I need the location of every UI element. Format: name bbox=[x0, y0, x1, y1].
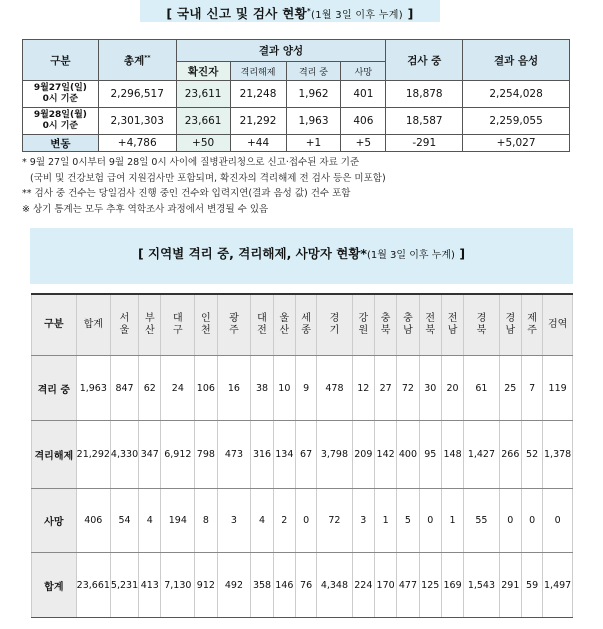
footnote: ** 검사 중 건수는 당일검사 진행 중인 건수와 입력지연(결과 음성 값) 건수 포함 bbox=[22, 188, 351, 199]
national-title-text: [ 국내 신고 및 검사 현황 bbox=[166, 6, 308, 22]
table-row bbox=[32, 421, 573, 489]
region-label: 경북 bbox=[476, 313, 487, 336]
cell-대전: 4 bbox=[251, 489, 273, 553]
cell-인천: 912 bbox=[195, 553, 217, 618]
cell-세종: 0 bbox=[295, 489, 316, 553]
row-date: 9월28일(월) bbox=[33, 110, 87, 120]
change-confirmed: +50 bbox=[176, 135, 230, 152]
region-label: 서울 bbox=[119, 313, 130, 336]
cell-부산: 347 bbox=[139, 421, 161, 489]
cell-전남: 1 bbox=[441, 489, 463, 553]
cell-광주: 16 bbox=[217, 356, 251, 421]
header-isolating: 격리 중 bbox=[286, 62, 341, 81]
change-isolating: +1 bbox=[286, 135, 341, 152]
header-region-경북 bbox=[464, 294, 499, 356]
region-label: 강원 bbox=[358, 313, 369, 336]
cell-강원: 3 bbox=[352, 489, 374, 553]
cell-부산: 62 bbox=[139, 356, 161, 421]
cell-제주: 59 bbox=[521, 553, 542, 618]
cell-confirmed: 23,661 bbox=[176, 108, 230, 135]
cell-quarantine: 1,378 bbox=[543, 421, 573, 489]
change-testing: -291 bbox=[386, 135, 463, 152]
cell-testing: 18,878 bbox=[386, 81, 463, 108]
header-region-서울 bbox=[110, 294, 138, 356]
cell-deaths: 401 bbox=[341, 81, 386, 108]
region-label: 전남 bbox=[447, 313, 458, 336]
header-deaths: 사망 bbox=[341, 62, 386, 81]
header-region-제주 bbox=[521, 294, 542, 356]
cell-경북: 1,543 bbox=[464, 553, 499, 618]
cell-울산: 134 bbox=[273, 421, 295, 489]
row-time: 0시 기준 bbox=[42, 94, 79, 104]
region-label: 경남 bbox=[505, 313, 516, 336]
cell-released: 21,292 bbox=[230, 108, 286, 135]
cell-quarantine: 1,497 bbox=[543, 553, 573, 618]
cell-deaths: 406 bbox=[341, 108, 386, 135]
cell-전북: 125 bbox=[419, 553, 441, 618]
cell-경기: 4,348 bbox=[317, 553, 352, 618]
cell-울산: 146 bbox=[273, 553, 295, 618]
cell-제주: 7 bbox=[521, 356, 542, 421]
change-label: 변동 bbox=[23, 135, 99, 152]
cell-경북: 1,427 bbox=[464, 421, 499, 489]
footnotes bbox=[22, 155, 582, 217]
cell-서울: 5,231 bbox=[110, 553, 138, 618]
region-label: 대전 bbox=[257, 313, 267, 336]
cell-total: 406 bbox=[76, 489, 110, 553]
cell-서울: 4,330 bbox=[110, 421, 138, 489]
cell-울산: 10 bbox=[273, 356, 295, 421]
regional-header-row bbox=[32, 294, 573, 356]
change-deaths: +5 bbox=[341, 135, 386, 152]
cell-서울: 54 bbox=[110, 489, 138, 553]
cell-충북: 27 bbox=[374, 356, 396, 421]
header-category: 구분 bbox=[32, 294, 77, 356]
cell-대구: 194 bbox=[161, 489, 195, 553]
header-region-강원 bbox=[352, 294, 374, 356]
cell-전남: 169 bbox=[441, 553, 463, 618]
cell-경남: 0 bbox=[499, 489, 521, 553]
table-row bbox=[32, 356, 573, 421]
region-label: 제주 bbox=[527, 313, 537, 336]
row-date: 9월27일(일) bbox=[33, 83, 87, 93]
cell-충북: 170 bbox=[374, 553, 396, 618]
cell-isolating: 1,963 bbox=[286, 108, 341, 135]
cell-인천: 8 bbox=[195, 489, 217, 553]
row-label: 격리 중 bbox=[32, 356, 77, 421]
national-title-sub: (1월 3일 이후 누계) bbox=[311, 10, 403, 22]
header-region-인천 bbox=[195, 294, 217, 356]
cell-전남: 20 bbox=[441, 356, 463, 421]
region-label: 광주 bbox=[229, 313, 239, 336]
region-label: 대구 bbox=[172, 313, 183, 336]
change-total: +4,786 bbox=[98, 135, 176, 152]
cell-인천: 106 bbox=[195, 356, 217, 421]
cell-confirmed: 23,611 bbox=[176, 81, 230, 108]
cell-세종: 9 bbox=[295, 356, 316, 421]
region-label: 충남 bbox=[403, 313, 413, 336]
header-region-경기 bbox=[317, 294, 352, 356]
cell-서울: 847 bbox=[110, 356, 138, 421]
cell-대전: 358 bbox=[251, 553, 273, 618]
cell-충북: 1 bbox=[374, 489, 396, 553]
table-header-row bbox=[23, 40, 570, 62]
header-total-label: 총계 bbox=[123, 54, 145, 67]
regional-status-banner bbox=[30, 228, 573, 284]
cell-부산: 413 bbox=[139, 553, 161, 618]
region-label: 경기 bbox=[329, 313, 340, 336]
regional-title-text: [ 지역별 격리 중, 격리해제, 사망자 현황* bbox=[137, 246, 367, 261]
cell-quarantine: 0 bbox=[543, 489, 573, 553]
cell-경기: 3,798 bbox=[317, 421, 352, 489]
header-region-울산 bbox=[273, 294, 295, 356]
regional-title-sub: (1월 3일 이후 누계) bbox=[366, 250, 455, 261]
cell-경남: 25 bbox=[499, 356, 521, 421]
row-label: 합계 bbox=[32, 553, 77, 618]
cell-광주: 3 bbox=[217, 489, 251, 553]
cell-total: 1,963 bbox=[76, 356, 110, 421]
cell-경북: 55 bbox=[464, 489, 499, 553]
cell-세종: 67 bbox=[295, 421, 316, 489]
header-region-전남 bbox=[441, 294, 463, 356]
change-released: +44 bbox=[230, 135, 286, 152]
cell-세종: 76 bbox=[295, 553, 316, 618]
header-confirmed: 확진자 bbox=[176, 62, 230, 81]
cell-경남: 266 bbox=[499, 421, 521, 489]
cell-전북: 30 bbox=[419, 356, 441, 421]
table-row bbox=[32, 489, 573, 553]
header-region-부산 bbox=[139, 294, 161, 356]
row-label: 사망 bbox=[32, 489, 77, 553]
cell-total: 21,292 bbox=[76, 421, 110, 489]
regional-status-title bbox=[30, 244, 573, 262]
cell-testing: 18,587 bbox=[386, 108, 463, 135]
cell-대구: 24 bbox=[161, 356, 195, 421]
table-row bbox=[32, 553, 573, 618]
cell-total: 2,296,517 bbox=[98, 81, 176, 108]
change-negative: +5,027 bbox=[463, 135, 570, 152]
region-label: 인천 bbox=[201, 313, 211, 336]
regional-status-table bbox=[31, 293, 573, 618]
header-region-충북 bbox=[374, 294, 396, 356]
regional-title-close: ] bbox=[454, 246, 466, 261]
cell-대구: 6,912 bbox=[161, 421, 195, 489]
cell-충남: 72 bbox=[397, 356, 419, 421]
cell-충남: 5 bbox=[397, 489, 419, 553]
cell-울산: 2 bbox=[273, 489, 295, 553]
cell-quarantine: 119 bbox=[543, 356, 573, 421]
region-label: 충북 bbox=[380, 313, 391, 336]
region-label: 부산 bbox=[144, 313, 155, 336]
row-date-label bbox=[23, 81, 99, 108]
change-row bbox=[23, 135, 570, 152]
national-title-star: * bbox=[307, 7, 311, 15]
cell-경기: 478 bbox=[317, 356, 352, 421]
cell-경남: 291 bbox=[499, 553, 521, 618]
cell-제주: 52 bbox=[521, 421, 542, 489]
region-label: 세종 bbox=[301, 313, 311, 336]
cell-total: 2,301,303 bbox=[98, 108, 176, 135]
cell-부산: 4 bbox=[139, 489, 161, 553]
row-date-label bbox=[23, 108, 99, 135]
header-released: 격리해제 bbox=[230, 62, 286, 81]
cell-광주: 473 bbox=[217, 421, 251, 489]
table-row bbox=[23, 81, 570, 108]
cell-negative: 2,259,055 bbox=[463, 108, 570, 135]
cell-대구: 7,130 bbox=[161, 553, 195, 618]
cell-전남: 148 bbox=[441, 421, 463, 489]
header-testing: 검사 중 bbox=[386, 40, 463, 81]
table-row bbox=[23, 108, 570, 135]
row-time: 0시 기준 bbox=[42, 121, 79, 131]
header-total bbox=[98, 40, 176, 81]
cell-충남: 477 bbox=[397, 553, 419, 618]
header-region-전북 bbox=[419, 294, 441, 356]
header-total: 합계 bbox=[76, 294, 110, 356]
cell-total: 23,661 bbox=[76, 553, 110, 618]
cell-전북: 0 bbox=[419, 489, 441, 553]
header-region-대전 bbox=[251, 294, 273, 356]
cell-negative: 2,254,028 bbox=[463, 81, 570, 108]
footnote: (국비 및 건강보험 급여 지원검사만 포함되며, 확진자의 격리해제 전 검사 등은 미포함) bbox=[30, 172, 386, 184]
cell-강원: 224 bbox=[352, 553, 374, 618]
cell-강원: 209 bbox=[352, 421, 374, 489]
footnote: ※ 상기 통계는 모두 추후 역학조사 과정에서 변경될 수 있음 bbox=[22, 203, 269, 215]
region-label: 전북 bbox=[425, 313, 436, 336]
cell-제주: 0 bbox=[521, 489, 542, 553]
cell-경북: 61 bbox=[464, 356, 499, 421]
national-status-table bbox=[22, 39, 570, 152]
header-region-세종 bbox=[295, 294, 316, 356]
cell-대전: 38 bbox=[251, 356, 273, 421]
header-region-대구 bbox=[161, 294, 195, 356]
cell-released: 21,248 bbox=[230, 81, 286, 108]
national-status-title bbox=[140, 0, 440, 22]
cell-isolating: 1,962 bbox=[286, 81, 341, 108]
header-region-충남 bbox=[397, 294, 419, 356]
cell-광주: 492 bbox=[217, 553, 251, 618]
cell-강원: 12 bbox=[352, 356, 374, 421]
region-label: 울산 bbox=[279, 313, 290, 336]
header-category: 구분 bbox=[23, 40, 99, 81]
header-region-경남 bbox=[499, 294, 521, 356]
header-region-광주 bbox=[217, 294, 251, 356]
row-label: 격리해제 bbox=[32, 421, 77, 489]
cell-충남: 400 bbox=[397, 421, 419, 489]
cell-전북: 95 bbox=[419, 421, 441, 489]
national-title-close: ] bbox=[402, 6, 414, 22]
cell-경기: 72 bbox=[317, 489, 352, 553]
header-total-star: ** bbox=[144, 54, 151, 61]
footnote: * 9월 27일 0시부터 9월 28일 0시 사이에 질병관리청으로 신고·접수된 자료 기준 bbox=[22, 157, 360, 168]
header-negative: 결과 음성 bbox=[463, 40, 570, 81]
header-result-positive: 결과 양성 bbox=[176, 40, 386, 62]
cell-대전: 316 bbox=[251, 421, 273, 489]
cell-충북: 142 bbox=[374, 421, 396, 489]
header-quarantine: 검역 bbox=[543, 294, 573, 356]
cell-인천: 798 bbox=[195, 421, 217, 489]
